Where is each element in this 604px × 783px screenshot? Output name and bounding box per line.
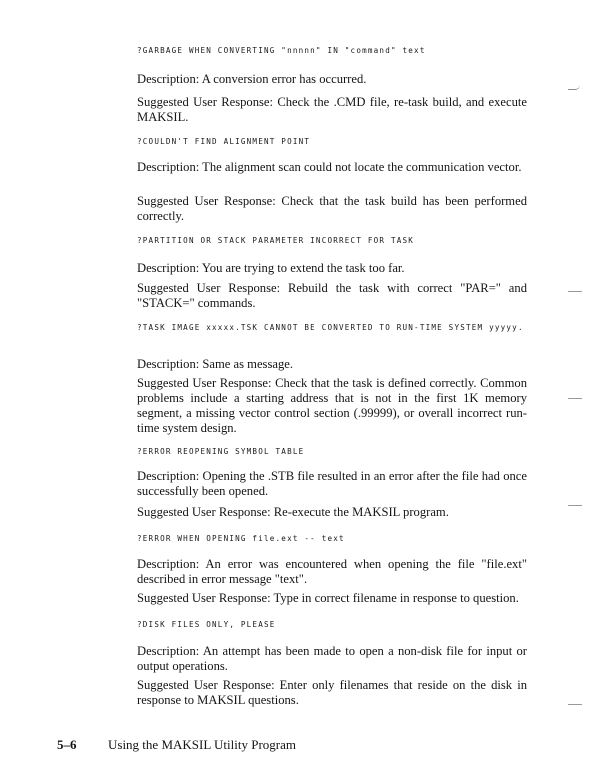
description: Description: The alignment scan could not locate the communication vector.: [137, 160, 522, 174]
suggested-response: Suggested User Response: Check that the task build has been performed correctly.: [137, 194, 527, 223]
margin-change-mark: [568, 291, 582, 292]
error-message: ?ERROR REOPENING SYMBOL TABLE: [137, 447, 305, 456]
description: Description: A conversion error has occurred.: [137, 72, 367, 86]
suggested-response: Suggested User Response: Rebuild the task with correct "PAR=" and "STACK=" commands.: [137, 281, 527, 310]
suggested-response: Suggested User Response: Type in correct filename in response to question.: [137, 591, 519, 605]
margin-change-mark: [568, 704, 582, 705]
suggested-response: Suggested User Response: Check that the task is defined correctly. Common problems include a starting address that is not in the first 1K memory segment, a missing vector control section (.99999), or overall incorrect run-time system design.: [137, 376, 527, 435]
description: Description: Opening the .STB file resulted in an error after the file had once successfully been opened.: [137, 469, 527, 498]
error-message: ?COULDN'T FIND ALIGNMENT POINT: [137, 137, 311, 146]
suggested-response: Suggested User Response: Check the .CMD file, re-task build, and execute MAKSIL.: [137, 95, 527, 124]
margin-change-mark: [568, 85, 580, 90]
error-message: ?ERROR WHEN OPENING file.ext -- text: [137, 534, 345, 543]
suggested-response: Suggested User Response: Enter only filenames that reside on the disk in response to MAKSIL questions.: [137, 678, 527, 707]
running-footer-title: Using the MAKSIL Utility Program: [108, 737, 297, 752]
margin-change-mark: [568, 398, 582, 399]
description: Description: You are trying to extend the task too far.: [137, 261, 405, 275]
error-message: ?DISK FILES ONLY, PLEASE: [137, 620, 276, 629]
margin-change-mark: [568, 505, 582, 506]
description: Description: An attempt has been made to open a non-disk file for input or output operations.: [137, 644, 527, 673]
error-message: ?PARTITION OR STACK PARAMETER INCORRECT FOR TASK: [137, 236, 415, 245]
error-message: ?TASK IMAGE xxxxx.TSK CANNOT BE CONVERTED TO RUN-TIME SYSTEM yyyyy.: [137, 323, 524, 332]
description: Description: Same as message.: [137, 357, 293, 371]
page-number: 5–6: [57, 737, 77, 752]
error-message: ?GARBAGE WHEN CONVERTING "nnnnn" IN "command" text: [137, 46, 426, 55]
description: Description: An error was encountered when opening the file "file.ext" described in error message "text".: [137, 557, 527, 586]
suggested-response: Suggested User Response: Re-execute the MAKSIL program.: [137, 505, 449, 519]
